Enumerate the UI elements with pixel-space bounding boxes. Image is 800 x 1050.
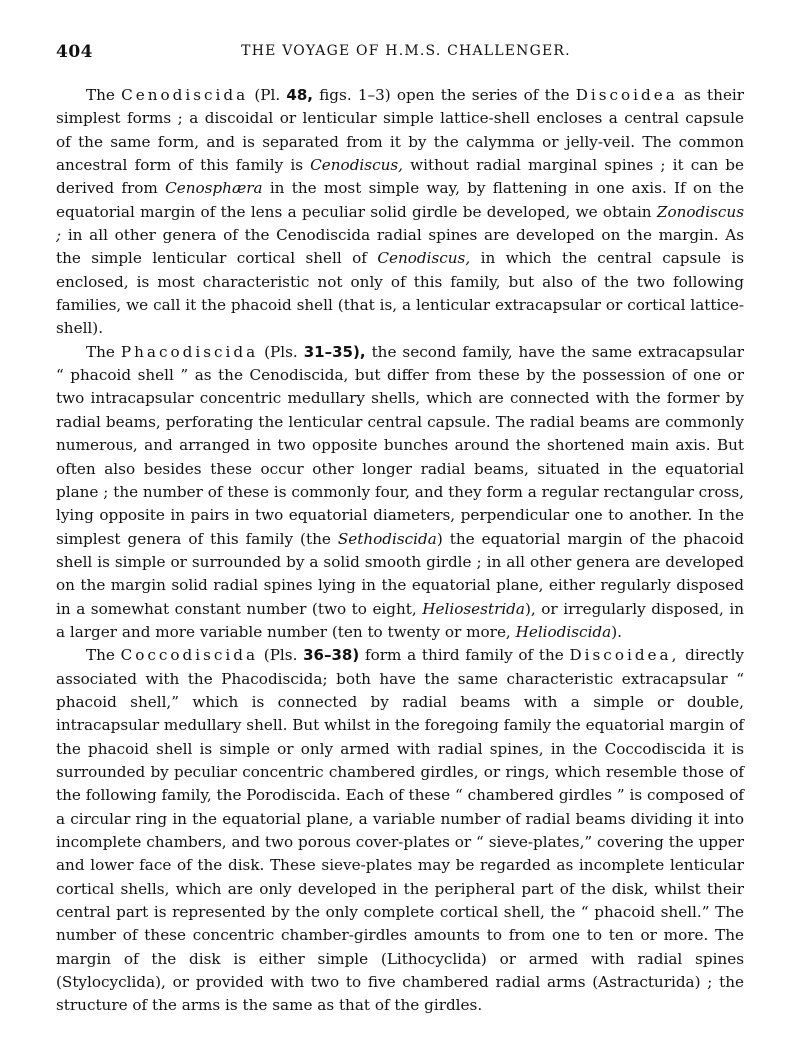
genus-name: Cenodiscus, [310,156,403,175]
paragraph-coccodiscida: The Coccodiscida (Pls. 36–38) form a third family of the Discoidea, directly associated with the Phacodiscida; both have the same characteristic extracapsular “ phacoid shell,” which is connected by radial beams with a simple or double, intracapsular medullary shell. But whilst in the foregoing family the equatorial margin of the phacoid shell is simple or only armed with radial spines, in the Coccodiscida it is surrounded by peculiar concentric chambered girdles, or rings, which resemble those of the following family, the Porodiscida. Each of these “ chambered girdles ” is composed of a circular ring in the equatorial plane, a variable number of radial beams dividing it into incomplete chambers, and two porous cover-plates or “ sieve-plates,” covering the upper and lower face of the disk. These sieve-plates may be regarded as incomplete lenticular cortical shells, which are only developed in the peripheral part of the disk, whilst their central part is represented by the only complete cortical shell, the “ phacoid shell.” The number of these concentric chamber-girdles amounts to from one to ten or more. The margin of the disk is either simple (Lithocyclida) or armed with radial spines (Stylocyclida), or provided with two to five chambered radial arms (Astracturida) ; the structure of the arms is the same as that of the girdles. [56,646,745,1015]
group-name: Sethodiscida [337,529,437,548]
paragraph-text: without radial marginal spines ; it can be derived from [56,156,744,198]
paragraph-text: ) the equatorial margin of the phacoid shell is simple or surrounded by a solid smooth girdle ; in all other genera are developed on the margin solid radial spines lying in the equatorial plane, either regularly disposed in a somewhat constant number (two to eight, [56,529,745,618]
group-name: Heliosestrida [422,599,525,618]
body-text [56,84,744,1018]
paragraph-text: directly associated with the Phacodiscida; both have the same characteristic extracapsular “ phacoid shell,” which is connected by radial beams with a simple or double, intracapsular medullary shell. But whilst in the foregoing family the equatorial margin of the phacoid shell is simple or only armed with radial spines, in the Coccodiscida it is surrounded by peculiar concentric chambered girdles, or rings, which resemble those of the following family, the Porodiscida. Each of these “ chambered girdles ” is composed of a circular ring in the equatorial plane, a variable number of radial beams dividing it into incomplete chambers, and two porous cover-plates or “ sieve-plates,” covering the upper and lower face of the disk. These sieve-plates may be regarded as incomplete lenticular cortical shells, which are only developed in the peripheral part of the disk, whilst their central part is represented by the only complete cortical shell, the “ phacoid shell.” The number of these concentric chamber-girdles amounts to from one to ten or more. The margin of the disk is either simple (Lithocyclida) or armed with radial spines (Stylocyclida), or provided with two to five chambered radial arms (Astracturida) ; the structure of the arms is the same as that of the girdles. [56,646,745,1015]
paragraph-text: in all other genera of the Cenodiscida radial spines are developed on the margin. As the simple lenticular cortical shell of [56,226,744,268]
paragraph-text: open the series of the [396,86,570,104]
figure-reference: figs. 1–3) [319,86,391,104]
genus-name: Cenosphæra [165,179,263,198]
genus-name: Cenodiscus, [377,249,471,268]
page-number: 404 [56,42,93,62]
plate-prefix: (Pl. [254,86,281,104]
paragraph-phacodiscida: The Phacodiscida (Pls. 31–35), the second family, have the same extracapsular “ phacoid shell ” as the Cenodiscida, but differ from these by the possession of one or two intracapsular concentric medullary shells, which are connected with the former by radial beams, perforating the lenticular central capsule. The radial beams are commonly numerous, and arranged in two opposite bunches around the shortened main axis. But often also besides these occur other longer radial beams, situated in the equatorial plane ; the number of these is commonly four, and they form a regular rectangular cross, lying opposite in pairs in two equatorial diameters, perpendicular one to another. In the simplest genera of this family (the Sethodiscida) the equatorial margin of the phacoid shell is simple or surrounded by a solid smooth girdle ; in all other genera are developed on the margin solid radial spines lying in the equatorial plane, either regularly disposed in a somewhat constant number (two to eight, Heliosestrida), or irregularly disposed, in a larger and more variable number (ten to twenty or more, Heliodiscida). [56,342,745,641]
genus-name: Zonodiscus ; [56,202,744,245]
paragraph-text: in the most simple way, by flattening in one axis. If on the equatorial margin of the lens a peculiar solid girdle be developed, we obtain [56,179,745,221]
family-name-cenodiscida: Cenodiscida [121,86,249,104]
paragraph-text: the second family, have the same extracapsular “ phacoid shell ” as the Cenodiscida, but differ from these by the possession of one or two intracapsular concentric medullary shells, which are connected with the former by radial beams, perforating the lenticular central capsule. The radial beams are commonly numerous, and arranged in two opposite bunches around the shortened main axis. But often also besides these occur other longer radial beams, situated in the equatorial plane ; the number of these is commonly four, and they form a regular rectangular cross, lying opposite in pairs in two equatorial diameters, perpendicular one to another. In the simplest genera of this family (the [56,342,745,548]
plate-prefix: (Pls. [264,342,298,361]
running-head [56,42,756,66]
group-name: Heliodiscida [515,622,612,641]
paragraph-cenodiscida: The Cenodiscida (Pl. 48, figs. 1–3) open the series of the Discoidea as their simplest forms ; a discoidal or lenticular simple lattice-shell encloses a central capsule of the same form, and is separated from it by the calymma or jelly-veil. The common ancestral form of this family is Cenodiscus, without radial marginal spines ; it can be derived from Cenosphæra in the most simple way, by flattening in one axis. If on the equatorial margin of the lens a peculiar solid girdle be developed, we obtain Zonodiscus ; in all other genera of the Cenodiscida radial spines are developed on the margin. As the simple lenticular cortical shell of Cenodiscus, in which the central capsule is enclosed, is most characteristic not only of this family, but also of the two following families, we call it the phacoid shell (that is, a lenticular extracapsular or cortical lattice-shell). [56,86,745,338]
paragraph-text: form a third family of the [364,646,564,665]
running-title: THE VOYAGE OF H.M.S. CHALLENGER. [241,43,571,59]
order-name: Discoidea, [569,646,680,665]
plate-reference: 48, [286,86,313,104]
plate-reference: 36–38) [303,646,360,665]
paragraph-text: ). [611,622,622,641]
paragraph-text: as their simplest forms ; a discoidal or lenticular simple lattice-shell encloses a central capsule of the same form, and is separated from it by the calymma or jelly-veil. The common ancestral form of this family is [56,86,745,175]
plate-prefix: (Pls. [263,646,298,665]
family-name-phacodiscida: Phacodiscida [120,342,259,361]
order-name: Discoidea [575,86,678,104]
family-name-coccodiscida: Coccodiscida [120,646,259,665]
paragraph-text: in which the central capsule is enclosed, is most characteristic not only of this family, but also of the two following families, we call it the phacoid shell (that is, a lenticular extracapsular or cortical lattice-shell). [56,249,745,338]
plate-reference: 31–35), [303,342,366,361]
paragraph-text: ), or irregularly disposed, in a larger and more variable number (ten to twenty or more, [56,599,745,641]
